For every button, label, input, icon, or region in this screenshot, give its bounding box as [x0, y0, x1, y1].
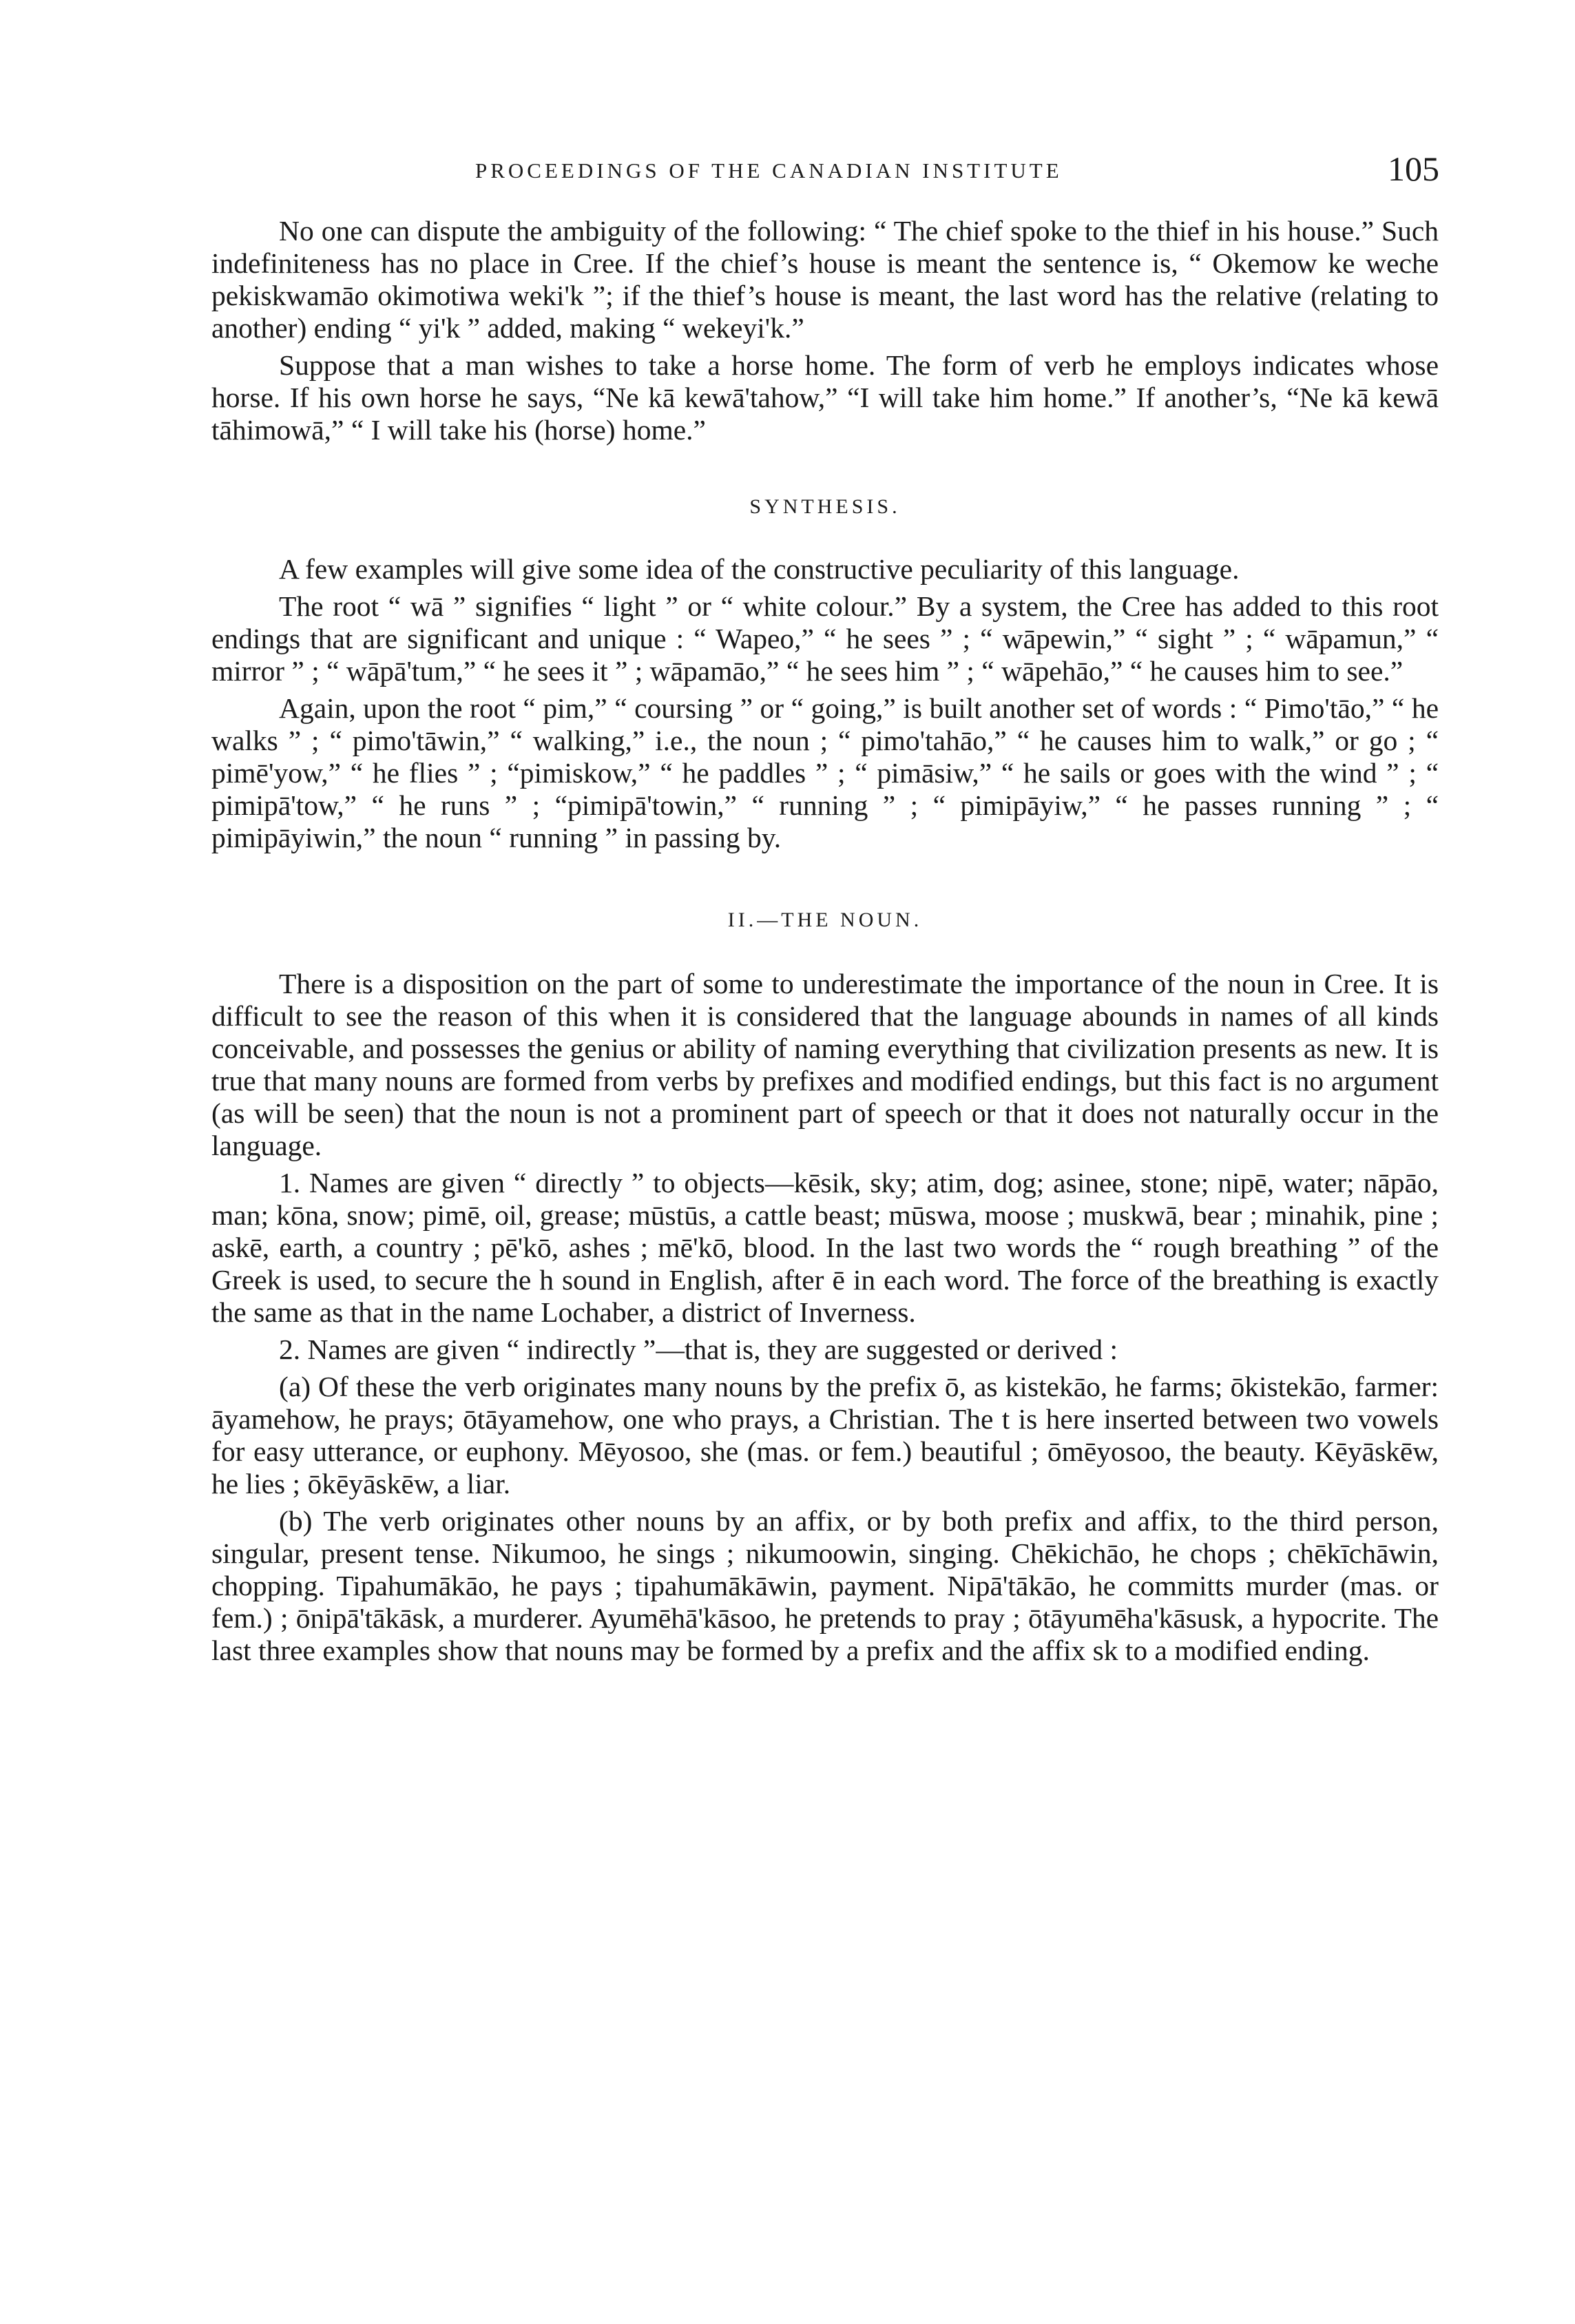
paragraph: Again, upon the root “ pim,” “ coursing ” or “ going,” is built another set of words : “ Pimo'tāo,” “ he walks ” ; “ pimo'tāwin,” “ walking,” i.e., the noun ; “ pimo'tahāo,” “ he causes him to walk,” or go ; “ pimē'yow,” “ he flies ” ; “pimiskow,” “ he paddles ” ; “ pimāsiw,” “ he sails or goes with the wind ” ; “ pimipā'tow,” “ he runs ” ; “pimipā'towin,” “ running ” ; “ pimipāyiw,” “ he passes running ” ; “ pimipāyiwin,” the noun “ running ” in passing by. — [211, 692, 1439, 853]
page-number: 105 — [1388, 149, 1439, 188]
section-heading-synthesis: SYNTHESIS. — [749, 495, 901, 518]
paragraph: 2. Names are given “ indirectly ”—that is, they are suggested or derived : — [279, 1334, 1118, 1365]
paragraph: No one can dispute the ambiguity of the following: “ The chief spoke to the thief in his house.” Such indefiniteness has no place in Cree. If the chief’s house is meant the sentence is, “ Okemow ke weche pekiskwamāo okimotiwa weki'k ”; if the thief’s house is meant, the last word has the relative (relating to another) ending “ yi'k ” added, making “ wekeyi'k.” — [211, 215, 1439, 344]
body-text — [211, 215, 1439, 1672]
section-heading-noun: II.—THE NOUN. — [727, 909, 923, 931]
page-header — [207, 149, 1439, 194]
paragraph: (a) Of these the verb originates many nouns by the prefix ō, as kistekāo, he farms; ōkistekāo, farmer: āyamehow, he prays; ōtāyamehow, one who prays, a Christian. The t is here inserted between two vowels for easy utterance, or euphony. Mēyosoo, she (mas. or fem.) beautiful ; ōmēyosoo, the beauty. Kēyāskēw, he lies ; ōkēyāskēw, a liar. — [211, 1371, 1439, 1500]
paragraph: Suppose that a man wishes to take a horse home. The form of verb he employs indicates whose horse. If his own horse he says, “Ne kā kewā'tahow,” “I will take him home.” If another’s, “Ne kā kewā tāhimowā,” “ I will take his (horse) home.” — [211, 349, 1439, 446]
paragraph: The root “ wā ” signifies “ light ” or “ white colour.” By a system, the Cree has added to this root endings that are significant and unique : “ Wapeo,” “ he sees ” ; “ wāpewin,” “ sight ” ; “ wāpamun,” “ mirror ” ; “ wāpā'tum,” “ he sees it ” ; wāpamāo,” “ he sees him ” ; “ wāpehāo,” “ he causes him to see.” — [211, 590, 1439, 687]
paragraph: There is a disposition on the part of some to underestimate the importance of the noun in Cree. It is difficult to see the reason of this when it is considered that the language abounds in names of all kinds conceivable, and possesses the genius or ability of naming everything that civilization presents as new. It is true that many nouns are formed from verbs by prefixes and modified endings, but this fact is no argument (as will be seen) that the noun is not a prominent part of speech or that it does not naturally occur in the language. — [211, 968, 1439, 1161]
running-head: PROCEEDINGS OF THE CANADIAN INSTITUTE — [475, 158, 1063, 183]
paragraph: 1. Names are given “ directly ” to objects—kēsik, sky; atim, dog; asinee, stone; nipē, water; nāpāo, man; kōna, snow; pimē, oil, grease; mūstūs, a cattle beast; mūswa, moose ; muskwā, bear ; minahik, pine ; askē, earth, a country ; pē'kō, ashes ; mē'kō, blood. In the last two words the “ rough breathing ” of the Greek is used, to secure the h sound in English, after ē in each word. The force of the breathing is exactly the same as that in the name Lochaber, a district of Inverness. — [211, 1167, 1439, 1328]
paragraph: (b) The verb originates other nouns by an affix, or by both prefix and affix, to the third person, singular, present tense. Nikumoo, he sings ; nikumoowin, singing. Chēkichāo, he chops ; chēkīchāwin, chopping. Tipahumākāo, he pays ; tipahumākāwin, payment. Nipā'tākāo, he committs murder (mas. or fem.) ; ōnipā'tākāsk, a murderer. Ayumēhā'kāsoo, he pretends to pray ; ōtāyumēha'kāsusk, a hypocrite. The last three examples show that nouns may be formed by a prefix and the affix sk to a modified ending. — [211, 1505, 1439, 1666]
paragraph: A few examples will give some idea of the constructive peculiarity of this language. — [279, 553, 1240, 585]
